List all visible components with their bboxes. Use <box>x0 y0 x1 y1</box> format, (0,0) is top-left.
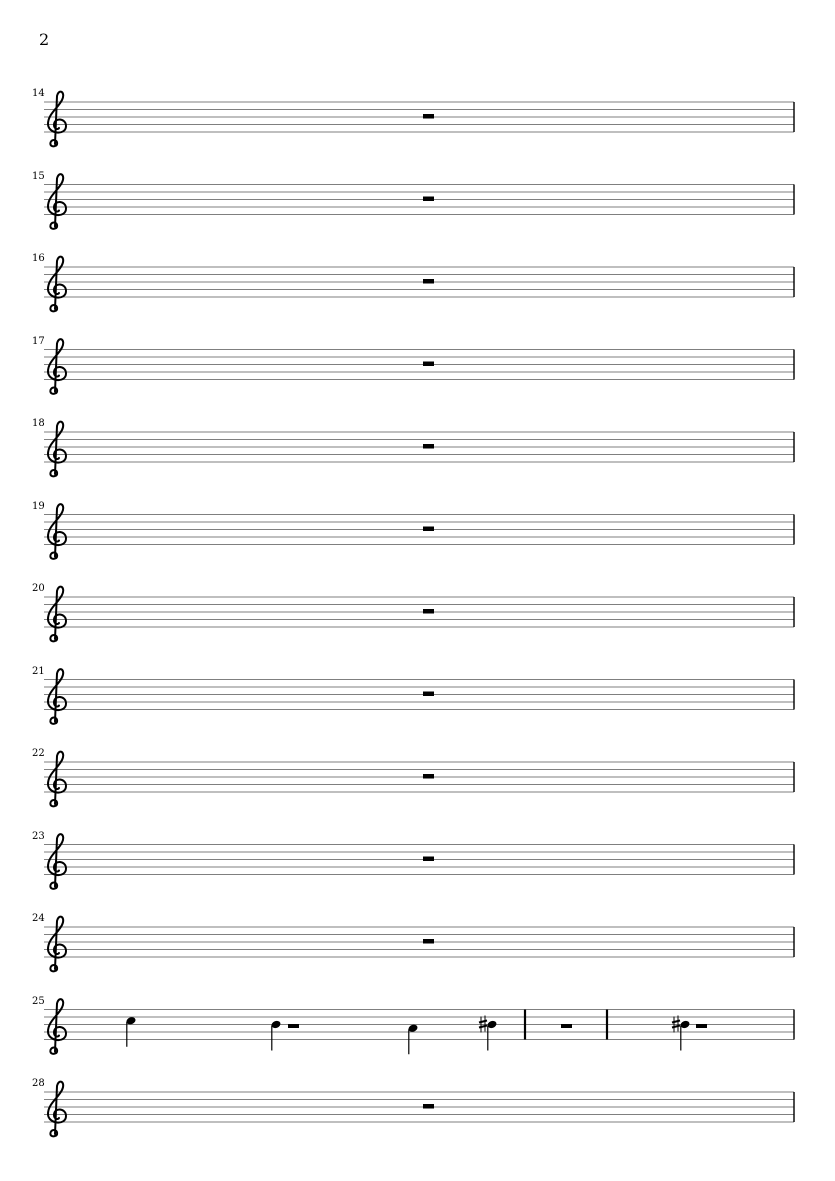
measure-number: 15 <box>32 170 45 182</box>
treble-clef-icon <box>48 174 66 229</box>
whole-rest-icon <box>423 774 434 779</box>
measure-number: 25 <box>32 995 45 1007</box>
treble-clef-icon <box>48 339 66 394</box>
treble-clef-icon <box>48 834 66 889</box>
page-number: 2 <box>39 30 50 49</box>
whole-rest-icon <box>423 939 434 944</box>
sharp-icon <box>672 1021 680 1023</box>
rest-icon <box>288 1024 299 1028</box>
treble-clef-icon <box>48 92 66 147</box>
whole-rest-icon <box>423 1104 434 1109</box>
whole-rest-icon <box>423 279 434 284</box>
whole-rest-icon <box>423 609 434 614</box>
measure-number: 16 <box>32 253 45 264</box>
treble-clef-icon <box>48 752 66 807</box>
sharp-icon <box>479 1026 487 1028</box>
whole-rest-icon <box>423 857 434 862</box>
treble-clef-icon <box>48 917 66 972</box>
whole-rest-icon <box>423 197 434 202</box>
whole-rest-icon <box>423 527 434 532</box>
sharp-icon <box>479 1021 487 1023</box>
measure-number: 24 <box>32 913 45 924</box>
treble-clef-icon <box>48 1082 66 1137</box>
whole-rest-icon <box>423 114 434 119</box>
measure-number: 19 <box>32 500 45 512</box>
treble-clef-icon <box>48 504 66 559</box>
treble-clef-icon <box>48 257 66 312</box>
measure-number: 17 <box>32 335 45 347</box>
treble-clef-icon <box>48 587 66 642</box>
rest-icon <box>561 1024 572 1028</box>
treble-clef-icon <box>48 669 66 724</box>
treble-clef-icon <box>48 422 66 477</box>
rest-icon <box>696 1024 707 1028</box>
measure-number: 20 <box>32 583 45 594</box>
sharp-icon <box>672 1026 680 1028</box>
measure-number: 23 <box>32 830 45 842</box>
measure-number: 22 <box>32 748 45 759</box>
whole-rest-icon <box>423 444 434 449</box>
measure-number: 18 <box>32 418 45 429</box>
whole-rest-icon <box>423 692 434 697</box>
measure-number: 14 <box>32 88 45 99</box>
measure-number: 28 <box>32 1078 45 1089</box>
treble-clef-icon <box>48 999 66 1054</box>
measure-number: 21 <box>32 665 45 677</box>
whole-rest-icon <box>423 362 434 367</box>
